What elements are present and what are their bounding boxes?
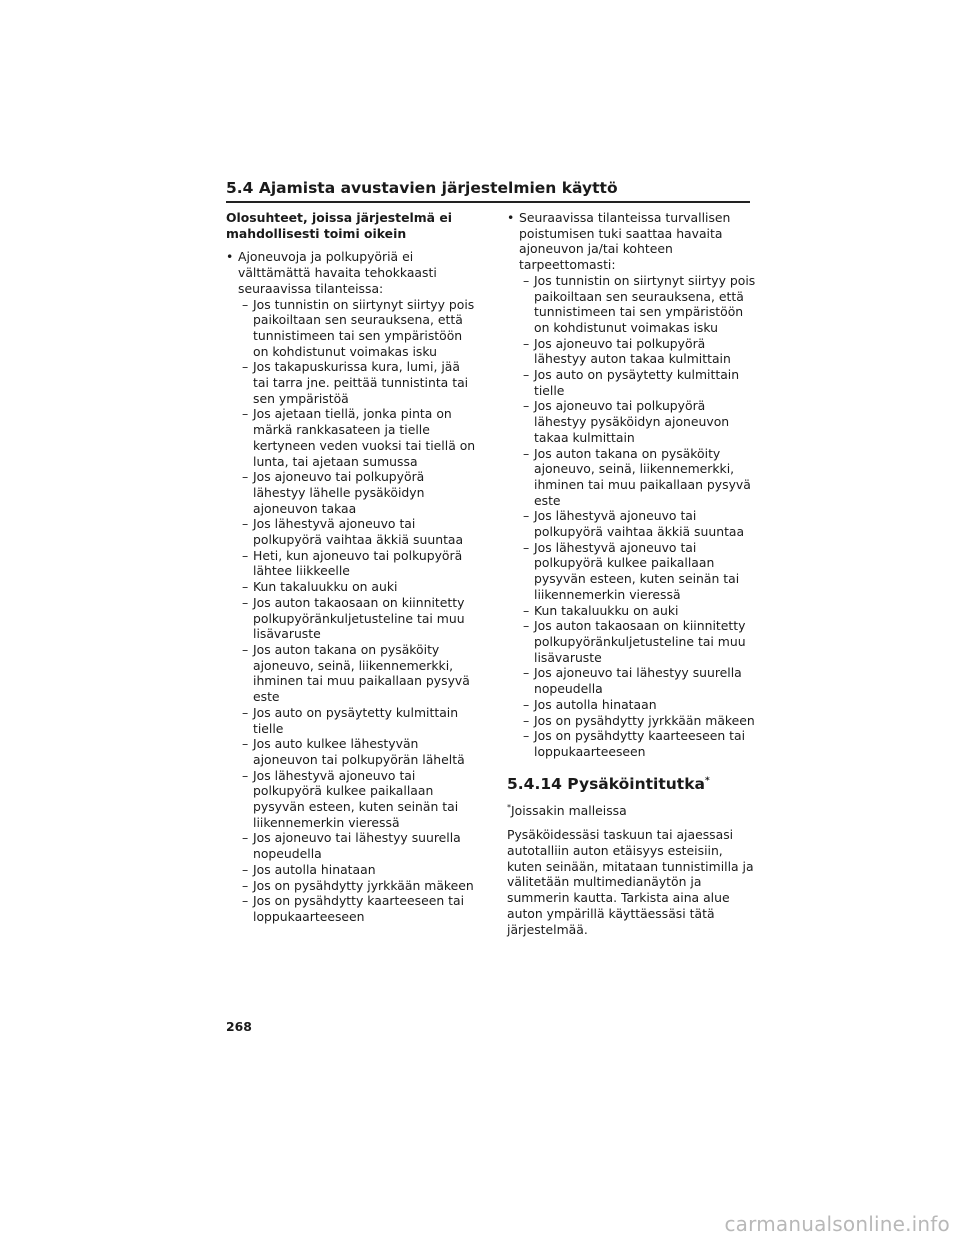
- bullet-item: [507, 210, 757, 273]
- dash-mark: –: [242, 893, 249, 909]
- dash-mark: –: [242, 579, 249, 595]
- list-item: [523, 713, 757, 729]
- list-item: [523, 697, 757, 713]
- list-item-text: Jos on pysähdytty jyrkkään mäkeen: [253, 877, 474, 893]
- list-item: [242, 579, 476, 595]
- model-note: [507, 803, 757, 819]
- left-column: [226, 210, 476, 925]
- dash-mark: –: [523, 508, 530, 524]
- dash-mark: –: [523, 539, 530, 555]
- dash-list: [507, 273, 757, 760]
- list-item: [523, 603, 757, 619]
- dash-mark: –: [242, 877, 249, 893]
- list-item-text: Jos auton takaosaan on kiinnitetty polkupyöränkuljetusteline tai muu lisävaruste: [534, 618, 746, 665]
- list-item: [523, 367, 757, 398]
- list-item: [523, 540, 757, 603]
- list-item: [242, 595, 476, 642]
- list-item: [242, 862, 476, 878]
- list-item-text: Jos ajoneuvo tai lähestyy suurella nopeudella: [253, 830, 461, 862]
- dash-mark: –: [523, 272, 530, 288]
- list-item-text: Jos on pysähdytty jyrkkään mäkeen: [534, 712, 755, 728]
- bullet-text: Seuraavissa tilanteissa turvallisen poistumisen tuki saattaa havaita ajoneuvon ja/tai kohteen tarpeettomasti:: [519, 210, 731, 273]
- list-item: [523, 446, 757, 509]
- list-item-text: Jos auton takana on pysäköity ajoneuvo, seinä, liikennemerkki, ihminen tai muu paikallaan pysyvä este: [253, 641, 470, 705]
- list-item: [242, 406, 476, 469]
- list-item: [242, 642, 476, 705]
- dash-mark: –: [523, 367, 530, 383]
- dash-mark: –: [242, 406, 249, 422]
- dash-mark: –: [242, 736, 249, 752]
- list-item-text: Jos ajoneuvo tai polkupyörä lähestyy lähelle pysäköidyn ajoneuvon takaa: [253, 469, 425, 516]
- list-item: [242, 878, 476, 894]
- list-item-text: Jos tunnistin on siirtynyt siirtyy pois paikoiltaan sen seurauksena, että tunnistimeen tai sen ympäristöön on kohdistunut voimakas isku: [253, 296, 475, 359]
- list-item-text: Jos ajoneuvo tai polkupyörä lähestyy auton takaa kulmittain: [534, 335, 731, 367]
- dash-mark: –: [523, 445, 530, 461]
- list-item: [523, 618, 757, 665]
- dash-mark: –: [523, 398, 530, 414]
- list-item: [242, 768, 476, 831]
- section-header: 5.4 Ajamista avustavien järjestelmien käyttö: [226, 179, 618, 197]
- dash-mark: –: [523, 665, 530, 681]
- list-item: [242, 297, 476, 360]
- body-paragraph: Pysäköidessäsi taskuun tai ajaessasi autotalliin auton etäisyys esteisiin, kuten seinään, mitataan tunnistimilla ja välitetään multimedianäytön ja summerin kautta. Tarkista aina alue auton ympärillä käyttäessäsi tätä järjestelmää.: [507, 827, 754, 937]
- list-item: [242, 516, 476, 547]
- list-item: [523, 728, 757, 759]
- dash-list: [226, 297, 476, 925]
- right-column: [507, 210, 757, 937]
- dash-mark: –: [523, 335, 530, 351]
- list-item: [523, 336, 757, 367]
- list-item-text: Jos ajoneuvo tai lähestyy suurella nopeudella: [534, 665, 742, 697]
- list-item-text: Jos auto kulkee lähestyvän ajoneuvon tai polkupyörän läheltä: [253, 736, 465, 767]
- list-item-text: Jos takapuskurissa kura, lumi, jää tai tarra jne. peittää tunnistinta tai sen ympäristöä: [253, 359, 469, 406]
- asterisk-mark: *: [704, 775, 710, 786]
- list-item: [242, 893, 476, 924]
- dash-mark: –: [523, 728, 530, 744]
- list-item: [242, 705, 476, 736]
- header-rule: [226, 201, 750, 203]
- subheading: Olosuhteet, joissa järjestelmä ei mahdollisesti toimi oikein: [226, 210, 452, 241]
- asterisk-mark: *: [507, 802, 511, 812]
- list-item-text: Jos auton takana on pysäköity ajoneuvo, seinä, liikennemerkki, ihminen tai muu paikallaan pysyvä este: [534, 445, 751, 508]
- list-item-text: Jos lähestyvä ajoneuvo tai polkupyörä vaihtaa äkkiä suuntaa: [534, 508, 745, 540]
- dash-mark: –: [242, 516, 249, 532]
- bullet-item: [226, 249, 476, 296]
- dash-mark: –: [242, 594, 249, 610]
- dash-mark: –: [242, 830, 249, 846]
- list-item-text: Heti, kun ajoneuvo tai polkupyörä lähtee liikkeelle: [253, 547, 463, 579]
- list-item-text: Jos on pysähdytty kaarteeseen tai loppukaarteeseen: [534, 728, 746, 759]
- dash-mark: –: [523, 618, 530, 634]
- list-item-text: Jos ajetaan tiellä, jonka pinta on märkä rankkasateen ja tielle kertyneen veden vuoksi tai tiellä on lunta, tai ajetaan sumussa: [253, 406, 476, 469]
- list-item-text: Jos lähestyvä ajoneuvo tai polkupyörä kulkee paikallaan pysyvän esteen, kuten seinän tai liikennemerkin vieressä: [253, 767, 459, 830]
- list-item-text: Jos lähestyvä ajoneuvo tai polkupyörä kulkee paikallaan pysyvän esteen, kuten seinän tai liikennemerkin vieressä: [534, 539, 740, 602]
- dash-mark: –: [242, 359, 249, 375]
- list-item: [523, 508, 757, 539]
- dash-mark: –: [523, 712, 530, 728]
- list-item-text: Jos auto on pysäytetty kulmittain tielle: [253, 704, 459, 736]
- list-item-text: Jos auto on pysäytetty kulmittain tielle: [534, 367, 740, 398]
- page-number: 268: [226, 1019, 252, 1034]
- dash-mark: –: [242, 641, 249, 657]
- dash-mark: –: [242, 296, 249, 312]
- list-item: [242, 736, 476, 767]
- list-item-text: Jos tunnistin on siirtynyt siirtyy pois paikoiltaan sen seurauksena, että tunnistimeen tai sen ympäristöön on kohdistunut voimakas isku: [534, 272, 756, 335]
- list-item-text: Jos lähestyvä ajoneuvo tai polkupyörä vaihtaa äkkiä suuntaa: [253, 516, 464, 548]
- dash-mark: –: [523, 696, 530, 712]
- list-item-text: Jos auton takaosaan on kiinnitetty polkupyöränkuljetusteline tai muu lisävaruste: [253, 594, 465, 642]
- dash-mark: –: [523, 602, 530, 618]
- list-item: [523, 273, 757, 336]
- list-item: [242, 469, 476, 516]
- bullet-mark: •: [507, 210, 515, 225]
- list-item-text: Jos autolla hinataan: [534, 696, 657, 712]
- dash-mark: –: [242, 704, 249, 720]
- list-item: [523, 398, 757, 445]
- list-item-text: Jos ajoneuvo tai polkupyörä lähestyy pysäköidyn ajoneuvon takaa kulmittain: [534, 398, 730, 445]
- list-item-text: Jos on pysähdytty kaarteeseen tai loppukaarteeseen: [253, 893, 465, 924]
- list-item: [242, 359, 476, 406]
- dash-mark: –: [242, 767, 249, 783]
- section-heading: [507, 775, 757, 793]
- section-heading-text: 5.4.14 Pysäköintitutka: [507, 774, 705, 793]
- dash-mark: –: [242, 547, 249, 563]
- dash-mark: –: [242, 861, 249, 877]
- list-item-text: Kun takaluukku on auki: [253, 579, 398, 595]
- list-item-text: Jos autolla hinataan: [253, 861, 376, 877]
- bullet-text: Ajoneuvoja ja polkupyöriä ei välttämättä havaita tehokkaasti seuraavissa tilanteissa:: [238, 249, 437, 296]
- bullet-mark: •: [226, 249, 234, 265]
- watermark: carmanualsonline.info: [724, 1212, 950, 1236]
- model-note-text: Joissakin malleissa: [511, 802, 627, 818]
- list-item: [242, 830, 476, 861]
- list-item: [523, 665, 757, 696]
- list-item-text: Kun takaluukku on auki: [534, 602, 679, 618]
- list-item: [242, 548, 476, 579]
- dash-mark: –: [242, 469, 249, 485]
